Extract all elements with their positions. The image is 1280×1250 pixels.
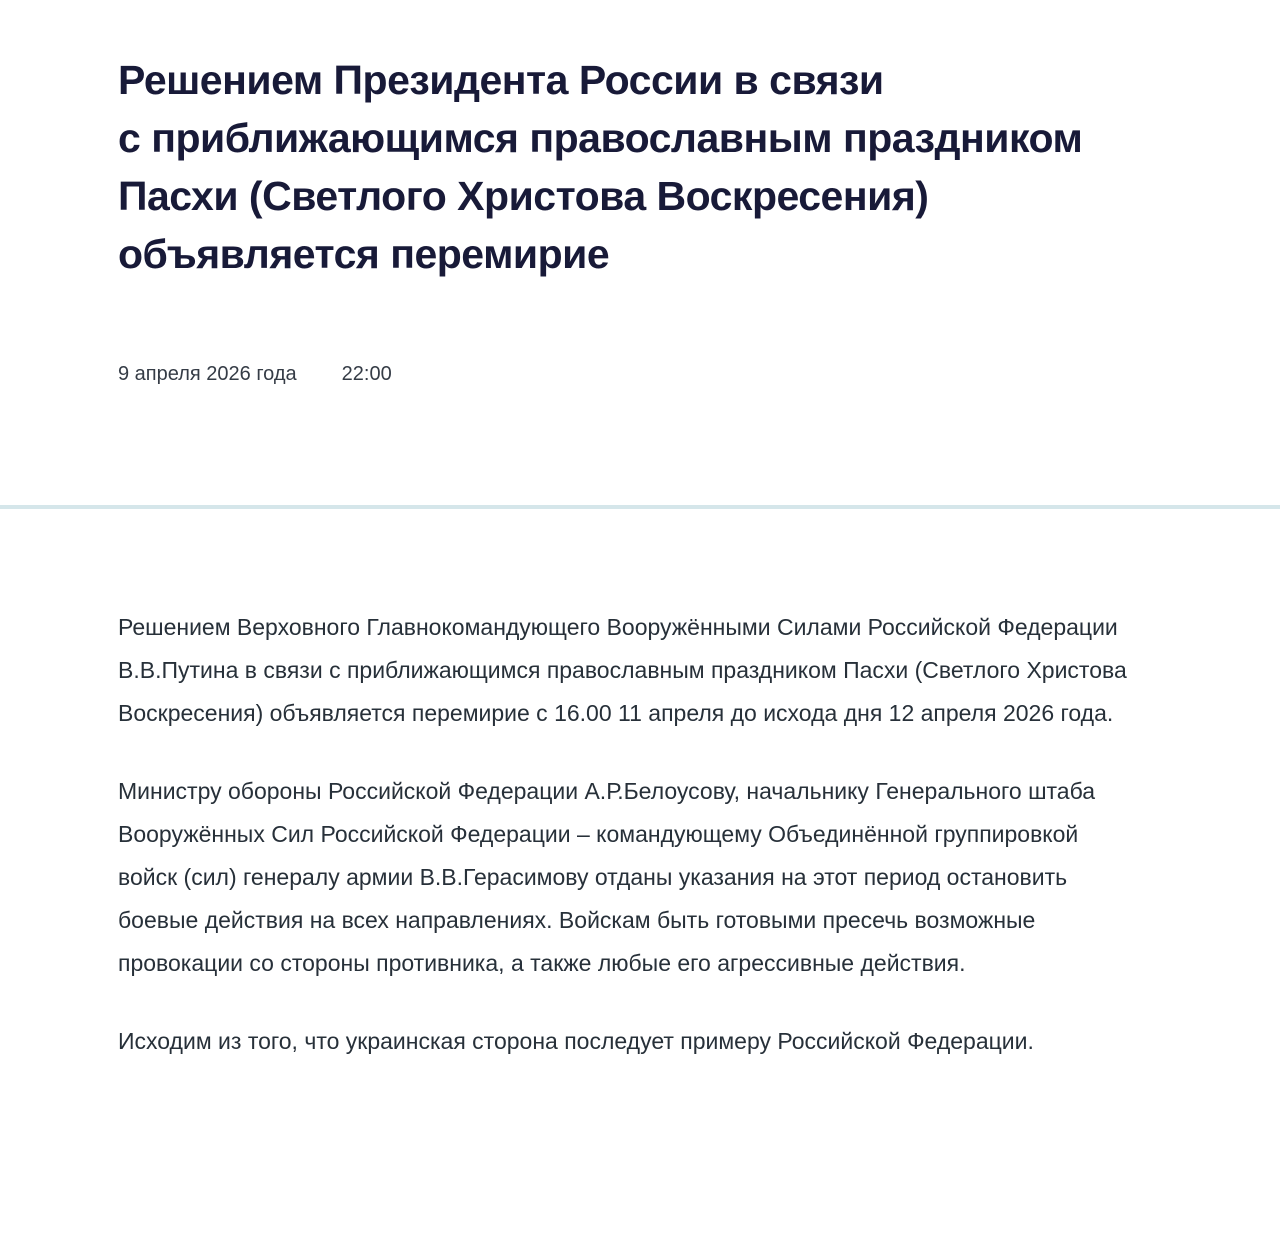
publish-time: 22:00	[341, 363, 392, 385]
article-paragraph: Исходим из того, что украинская сторона последует примеру Российской Федерации.	[118, 1028, 1034, 1054]
article-paragraph: Решением Верховного Главнокомандующего Вооружёнными Силами Российской Федерации В.В.Путина в связи с приближающимся православным праздником Пасхи (Светлого Христова Воскресения) объявляется перемирие с 16.00 11 апреля до исхода дня 12 апреля 2026 года.	[118, 614, 1127, 726]
article-content	[118, 0, 1140, 1063]
page-title-line: с приближающимся православным праздником	[118, 115, 1083, 161]
article-paragraph: Министру обороны Российской Федерации А.Р.Белоусову, начальнику Генерального штаба Вооружённых Сил Российской Федерации – командующему Объединённой группировкой войск (сил) генералу армии В.В.Герасимову отданы указания на этот период остановить боевые действия на всех направлениях. Войскам быть готовыми пресечь возможные провокации со стороны противника, а также любые его агрессивные действия.	[118, 778, 1096, 976]
page-title-line: Решением Президента России в связи	[118, 57, 884, 103]
publish-meta	[118, 360, 1140, 388]
page-title-line: объявляется перемирие	[118, 231, 610, 277]
publish-date: 9 апреля 2026 года	[118, 363, 297, 385]
section-divider	[0, 505, 1280, 509]
page-title-line: Пасхи (Светлого Христова Воскресения)	[118, 173, 929, 219]
article-body	[118, 606, 1140, 1063]
page-title	[118, 0, 1140, 283]
